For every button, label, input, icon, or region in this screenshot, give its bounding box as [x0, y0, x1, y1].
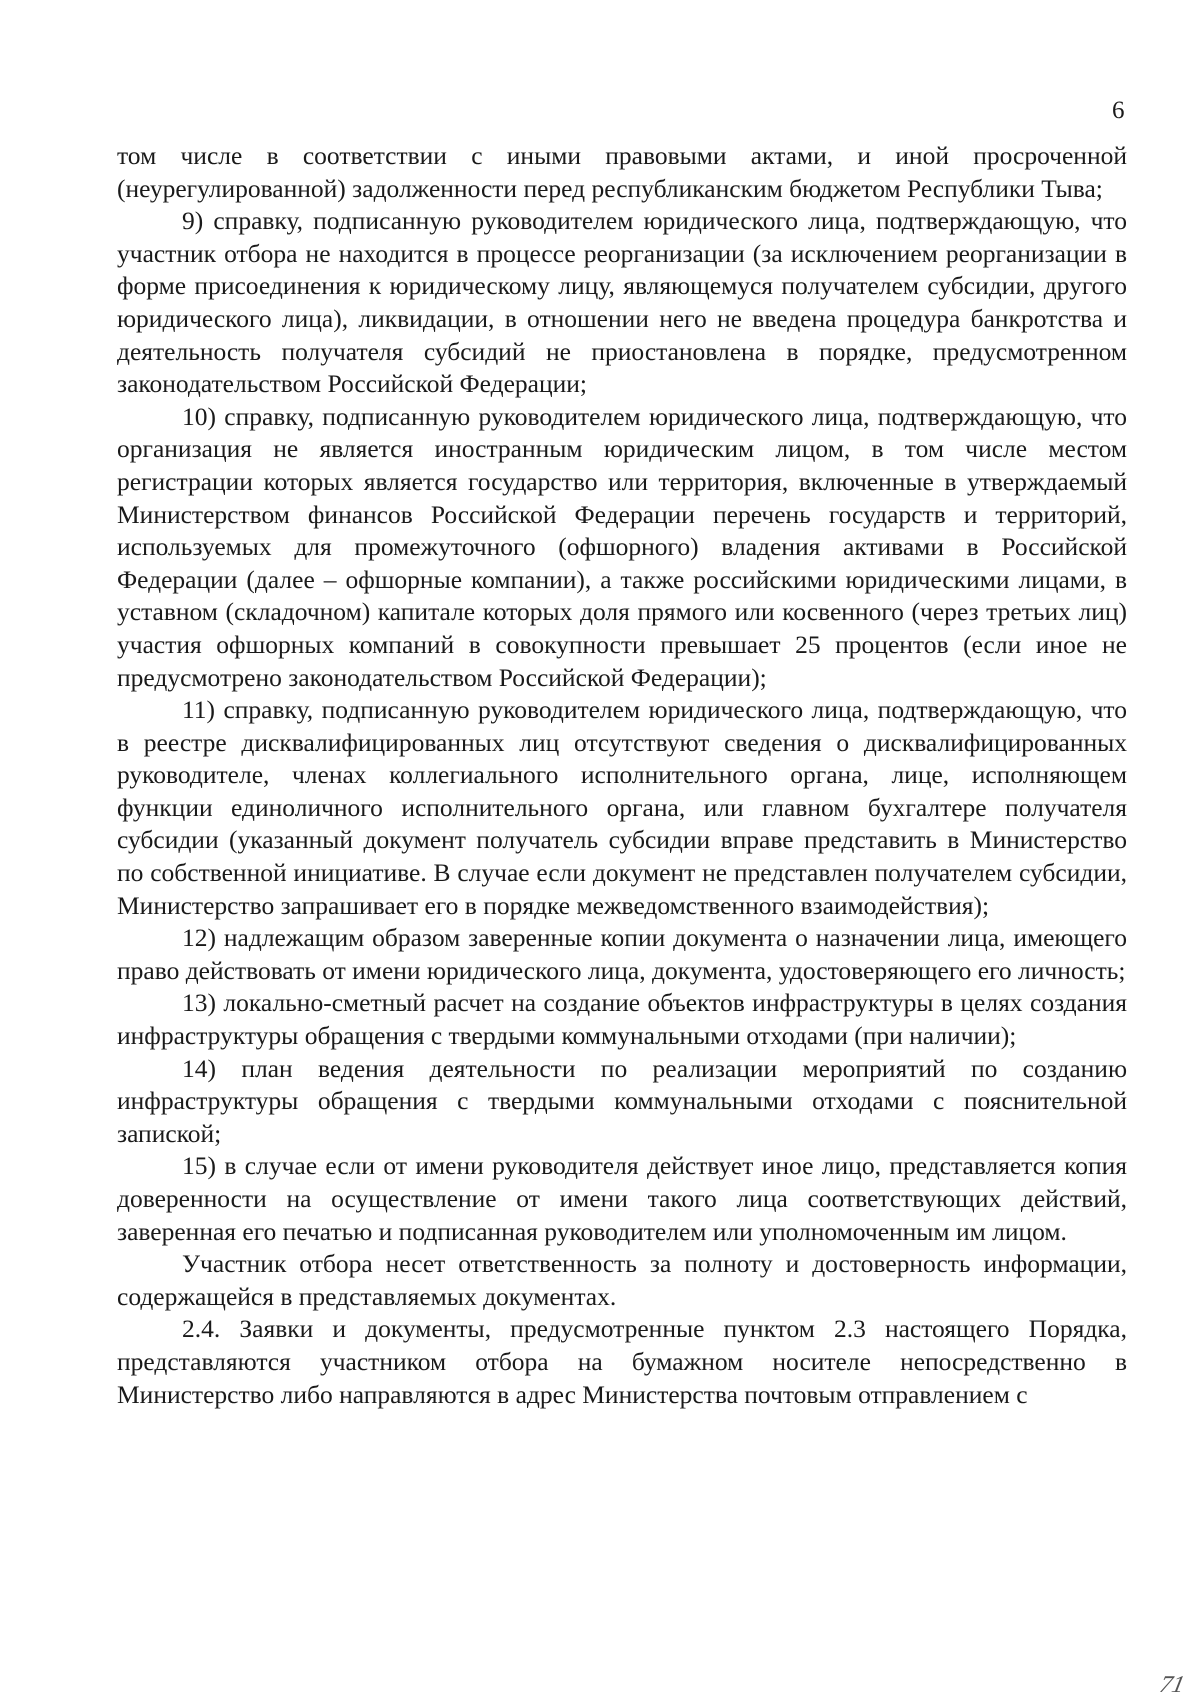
paragraph-item-9: 9) справку, подписанную руководителем юридического лица, подтверждающую, что участник отбора не находится в процессе реорганизации (за исключением реорганизации в форме присоединения к юридическому лицу, являющемуся получателем субсидии, другого юридического лица), ликвидации, в отношении него не введена процедура банкротства и деятельность получателя субсидий не приостановлена в порядке, предусмотренном законодательством Российской Федерации;: [117, 206, 1127, 399]
paragraph-responsibility: Участник отбора несет ответственность за полноту и достоверность информации, содержащейся в представляемых документах.: [117, 1249, 1127, 1311]
paragraph-item-11: 11) справку, подписанную руководителем юридического лица, подтверждающую, что в реестре дисквалифицированных лиц отсутствуют сведения о дисквалифицированных руководителе, членах коллегиального исполнительного органа, лице, исполняющем функции единоличного исполнительного органа, или главном бухгалтере получателя субсидии (указанный документ получатель субсидии вправе представить в Министерство по собственной инициативе. В случае если документ не представлен получателем субсидии, Министерство запрашивает его в порядке межведомственного взаимодействия);: [117, 695, 1127, 920]
paragraph-2-4: 2.4. Заявки и документы, предусмотренные пунктом 2.3 настоящего Порядка, представляются участником отбора на бумажном носителе непосредственно в Министерство либо направляются в адрес Министерства почтовым отправлением с: [117, 1314, 1127, 1409]
handwritten-page-mark: 71: [1157, 1672, 1187, 1698]
document-body: [117, 140, 1127, 1411]
page-number: 6: [1112, 97, 1125, 124]
paragraph-continuation: том числе в соответствии с иными правовыми актами, и иной просроченной (неурегулированной) задолженности перед республиканским бюджетом Республики Тыва;: [117, 141, 1127, 203]
paragraph-item-14: 14) план ведения деятельности по реализации мероприятий по созданию инфраструктуры обращения с твердыми коммунальными отходами с пояснительной запиской;: [117, 1053, 1127, 1148]
paragraph-item-15: 15) в случае если от имени руководителя действует иное лицо, представляется копия доверенности на осуществление от имени такого лица соответствующих действий, заверенная его печатью и подписанная руководителем или уполномоченным им лицом.: [117, 1151, 1127, 1246]
paragraph-item-12: 12) надлежащим образом заверенные копии документа о назначении лица, имеющего право действовать от имени юридического лица, документа, удостоверяющего его личность;: [117, 923, 1127, 985]
paragraph-item-10: 10) справку, подписанную руководителем юридического лица, подтверждающую, что организация не является иностранным юридическим лицом, в том числе местом регистрации которых является государство или территория, включенные в утверждаемый Министерством финансов Российской Федерации перечень государств и территорий, используемых для промежуточного (офшорного) владения активами в Российской Федерации (далее – офшорные компании), а также российскими юридическими лицами, в уставном (складочном) капитале которых доля прямого или косвенного (через третьих лиц) участия офшорных компаний в совокупности превышает 25 процентов (если иное не предусмотрено законодательством Российской Федерации);: [117, 401, 1127, 692]
paragraph-item-13: 13) локально-сметный расчет на создание объектов инфраструктуры в целях создания инфраструктуры обращения с твердыми коммунальными отходами (при наличии);: [117, 988, 1127, 1051]
